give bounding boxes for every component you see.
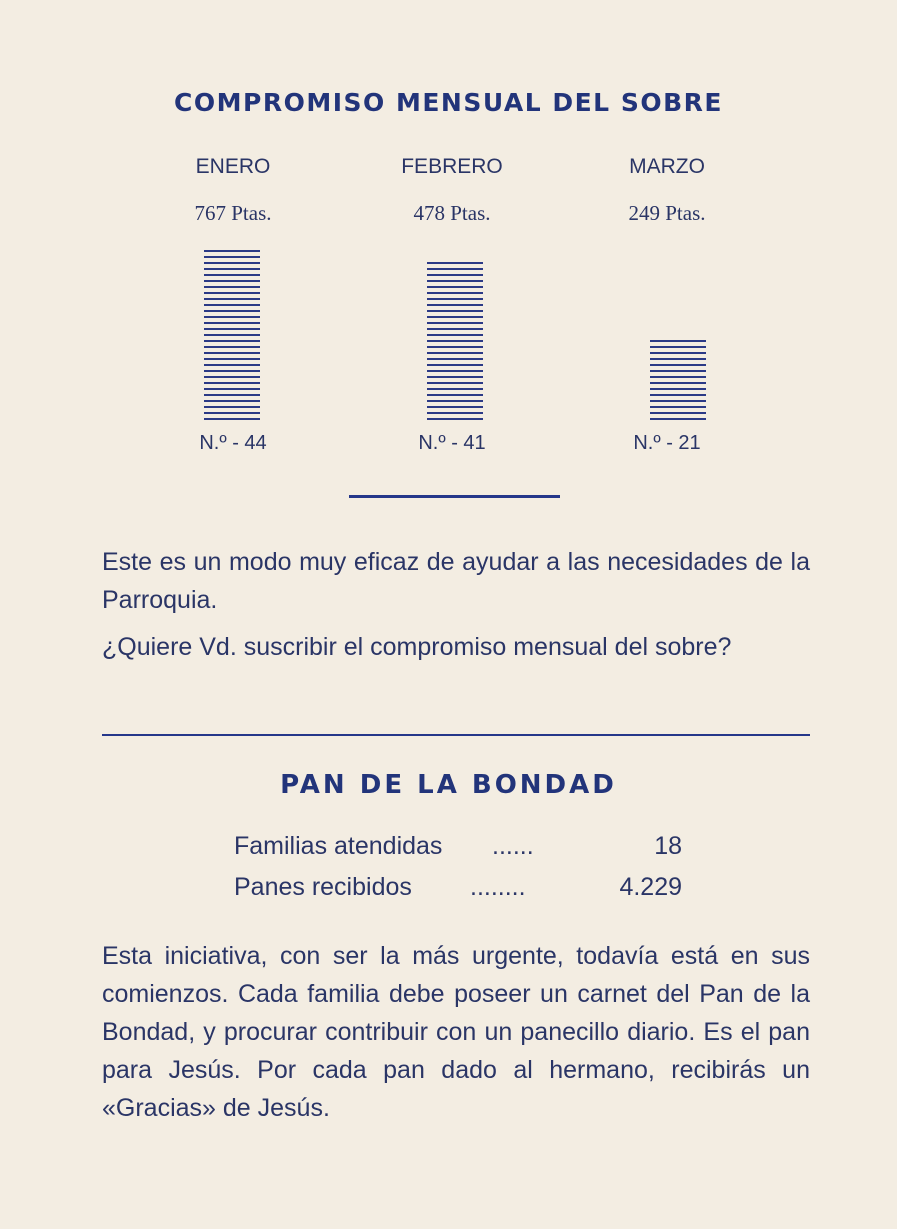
stat-label: Familias atendidas [234, 832, 443, 860]
month-column-febrero [352, 155, 552, 226]
paragraph-iniciativa: Esta iniciativa, con ser la más urgente, todavía está en sus comienzos. Cada familia debe poseer un carnet del Pan de la Bondad, y procurar contribuir con un panecillo diario. Es el pan para Jesús. Por cada pan dado al hermano, recibirás un «Gracias» de Jesús. [102, 942, 810, 1122]
month-amount: 249 Ptas. [628, 201, 706, 225]
month-column-marzo [567, 155, 767, 226]
count-label-enero: N.º - 44 [199, 432, 267, 454]
stat-label: Panes recibidos [234, 873, 412, 901]
section-title: COMPROMISO MENSUAL DEL SOBRE [174, 88, 723, 117]
bar-enero [204, 250, 260, 422]
stat-dots: ........ [470, 873, 526, 901]
bar-marzo [650, 340, 706, 422]
month-amount: 478 Ptas. [413, 201, 491, 225]
month-label: MARZO [629, 155, 705, 178]
paragraph-eficaz: Este es un modo muy eficaz de ayudar a las necesidades de la Parroquia. [102, 548, 810, 614]
month-label: FEBRERO [401, 155, 503, 178]
long-divider [102, 734, 810, 736]
bar-febrero [427, 262, 483, 422]
section-title-pan: PAN DE LA BONDAD [280, 770, 617, 800]
count-label-marzo: N.º - 21 [633, 432, 701, 454]
stat-value: 18 [654, 832, 682, 860]
stat-value: 4.229 [619, 873, 682, 901]
stat-dots: ...... [492, 832, 534, 860]
paragraph-suscribir: ¿Quiere Vd. suscribir el compromiso mensual del sobre? [102, 633, 732, 661]
short-divider [349, 495, 560, 498]
month-label: ENERO [195, 155, 271, 178]
count-label-febrero: N.º - 41 [418, 432, 486, 454]
month-column-enero [133, 155, 333, 226]
month-amount: 767 Ptas. [194, 201, 272, 225]
